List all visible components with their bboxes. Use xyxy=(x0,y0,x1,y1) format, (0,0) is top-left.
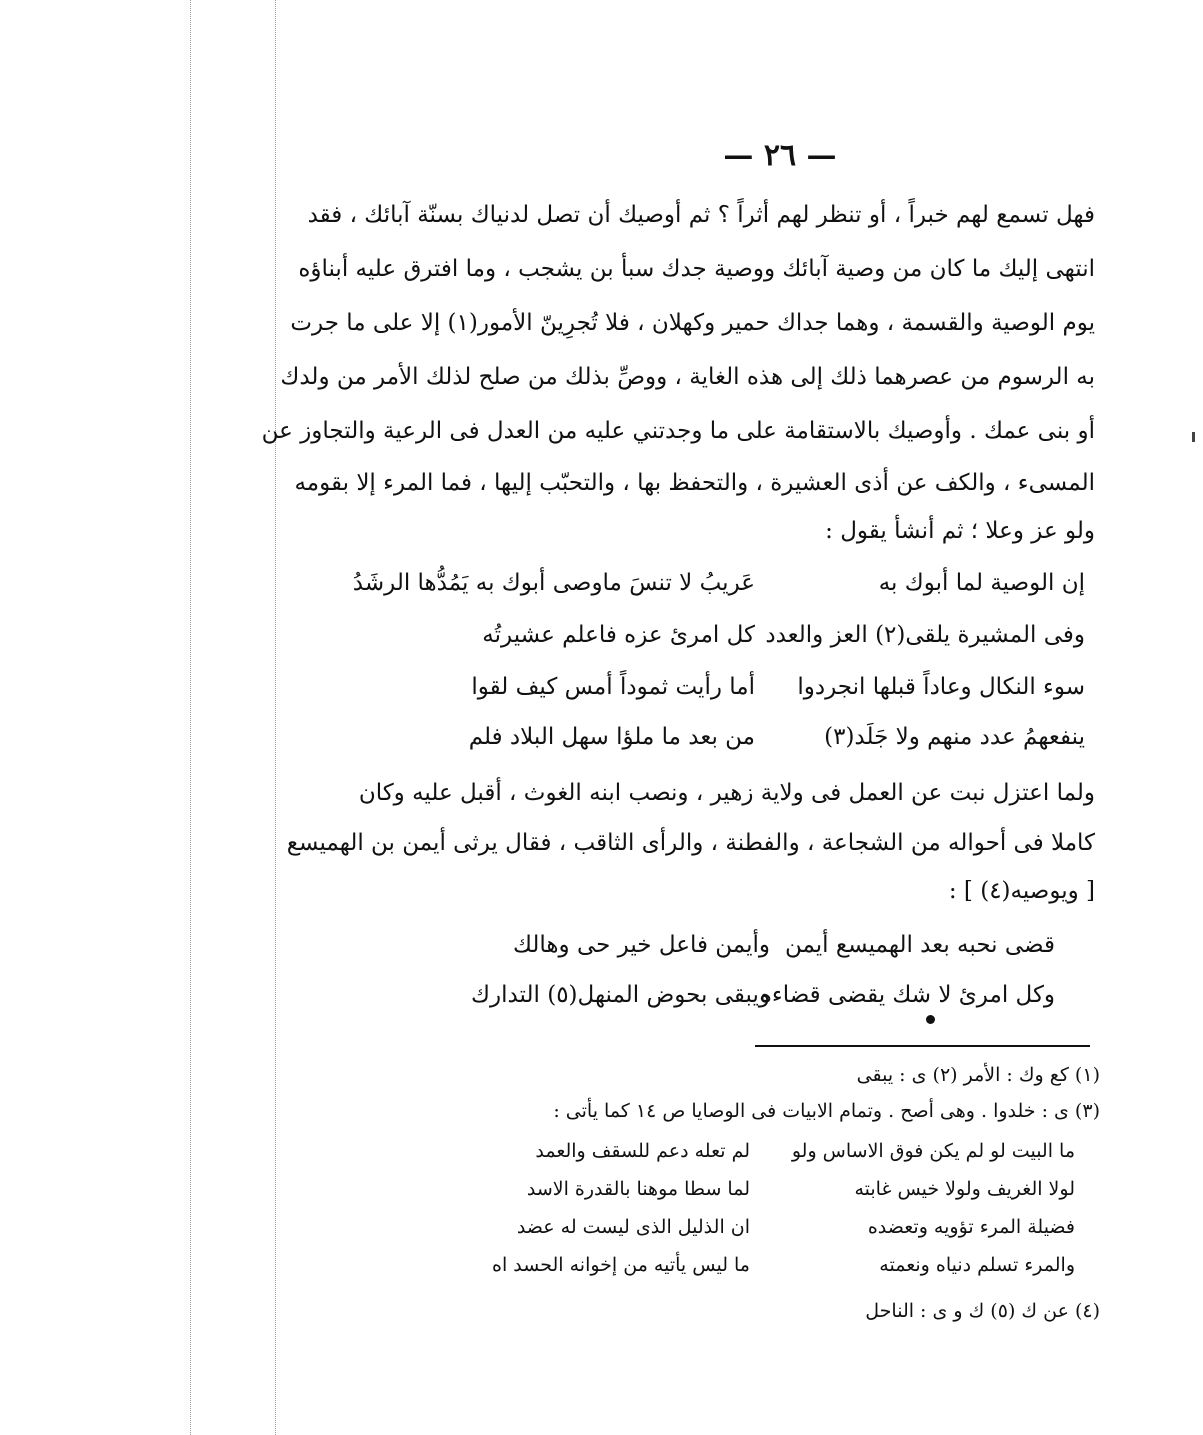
prose2-line-3: [ ويوصيه(٤) ] : xyxy=(948,878,1095,904)
verse-3-first-hemistich: سوء النكال وعاداً قبلها انجردوا xyxy=(797,674,1085,700)
prose2-line-2: كاملا فى أحواله من الشجاعة ، والفطنة ، والرأى الثاقب ، فقال يرثى أيمن بن الهميسع xyxy=(286,830,1095,856)
verse-1-first-hemistich: إن الوصية لما أبوك به xyxy=(878,570,1085,596)
verse-6-first-hemistich: وكل امرئ لا شك يقضى قضاءه xyxy=(759,982,1055,1008)
footnote-verse-2-second: لما سطا موهنا بالقدرة الاسد xyxy=(526,1178,750,1200)
prose-line-5: أو بنى عمك . وأوصيك بالاستقامة على ما وجدتني عليه من العدل فى الرعية والتجاوز عن xyxy=(261,418,1095,444)
prose-line-7: ولو عز وعلا ؛ ثم أنشأ يقول : xyxy=(825,518,1095,544)
verse-2-first-hemistich: وفى المشيرة يلقى(٢) العز والعدد xyxy=(765,622,1085,648)
verse-6-second-hemistich: ويبقى بحوض المنهل(٥) التدارك xyxy=(471,982,770,1008)
verse-1-second-hemistich: عَريبُ لا تنسَ ماوصى أبوك به يَمُدُّها الرشَدُ xyxy=(352,570,755,596)
verse-2-second-hemistich: كل امرئ عزه فاعلم عشيرتُه xyxy=(482,622,755,648)
prose-line-6: المسىء ، والكف عن أذى العشيرة ، والتحفظ بها ، والتحبّب إليها ، فما المرء إلا بقومه xyxy=(294,470,1095,496)
ink-dot xyxy=(926,1015,935,1024)
inner-margin-dotted-rule xyxy=(275,0,276,1435)
footnote-verse-3-first: فضيلة المرء تؤويه وتعضده xyxy=(867,1216,1075,1238)
footnote-verse-2-first: لولا الغريف ولولا خيس غابته xyxy=(854,1178,1075,1200)
left-margin-dotted-rule xyxy=(190,0,191,1435)
prose-line-4: به الرسوم من عصرهما ذلك إلى هذه الغاية ، ووصِّ بذلك من صلح لذلك الأمر من ولدك xyxy=(280,364,1095,390)
footnote-3: (٣) ى : خلدوا . وهى أصح . وتمام الابيات فى الوصايا ص ١٤ كما يأتى : xyxy=(553,1100,1100,1122)
footnote-4-5: (٤) عن ك (٥) ك و ى : الناحل xyxy=(865,1300,1100,1322)
footnote-separator xyxy=(755,1045,1090,1047)
footnote-verse-1-second: لم تعله دعم للسقف والعمد xyxy=(535,1140,750,1162)
prose-line-1: فهل تسمع لهم خبراً ، أو تنظر لهم أثراً ؟ ثم أوصيك أن تصل لدنياك بسنّة آبائك ، فقد xyxy=(307,202,1095,228)
prose-line-2: انتهى إليك ما كان من وصية آبائك ووصية جدك سبأ بن يشجب ، وما افترق عليه أبناؤه xyxy=(298,256,1095,282)
prose2-line-1: ولما اعتزل نبت عن العمل فى ولاية زهير ، ونصب ابنه الغوث ، أقبل عليه وكان xyxy=(358,780,1095,806)
verse-3-second-hemistich: أما رأيت ثموداً أمس كيف لقوا xyxy=(471,674,755,700)
footnote-verse-3-second: ان الذليل الذى ليست له عضد xyxy=(516,1216,750,1238)
footnote-verse-1-first: ما البيت لو لم يكن فوق الاساس ولو xyxy=(791,1140,1075,1162)
right-edge-mark xyxy=(1192,432,1195,442)
verse-4-first-hemistich: ينفعهمُ عدد منهم ولا جَلَد(٣) xyxy=(824,724,1085,750)
footnote-verse-4-first: والمرء تسلم دنياه ونعمته xyxy=(879,1254,1075,1276)
verse-4-second-hemistich: من بعد ما ملؤا سهل البلاد فلم xyxy=(468,724,755,750)
footnote-1-2: (١) كع وك : الأمر (٢) ى : يبقى xyxy=(856,1064,1100,1086)
verse-5-second-hemistich: وأيمن فاعل خير حى وهالك xyxy=(513,932,770,958)
prose-line-3: يوم الوصية والقسمة ، وهما جداك حمير وكهلان ، فلا تُجرِينّ الأمور(١) إلا على ما جرت xyxy=(290,310,1095,336)
page-number: — ٢٦ — xyxy=(723,138,837,173)
verse-5-first-hemistich: قضى نحبه بعد الهميسع أيمن xyxy=(784,932,1055,958)
footnote-verse-4-second: ما ليس يأتيه من إخوانه الحسد اه xyxy=(492,1254,750,1276)
